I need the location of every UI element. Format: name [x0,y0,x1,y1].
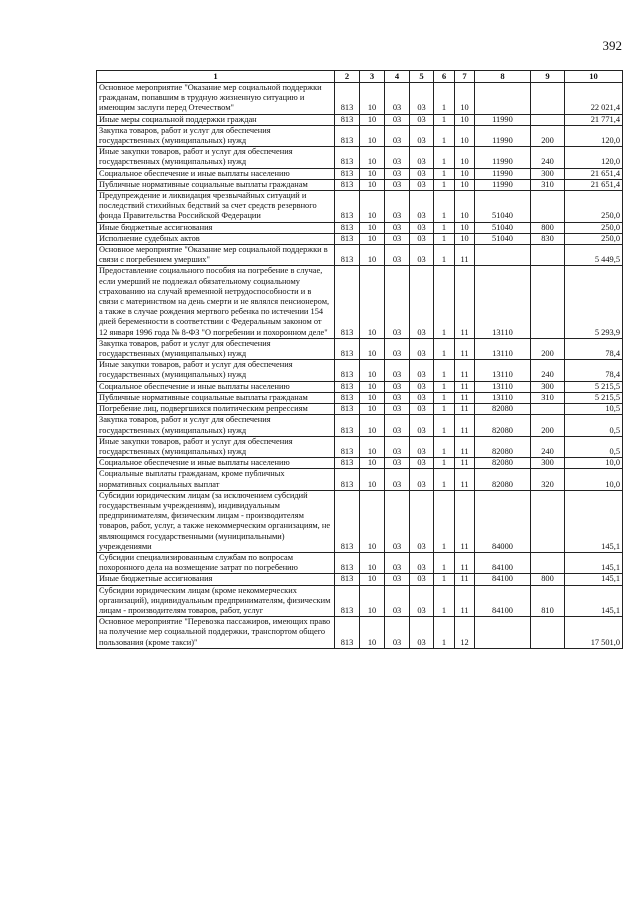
subprogram-code-cell: 1 [434,490,455,552]
table-row [97,490,623,552]
table-row [97,168,623,179]
section-code-cell: 10 [360,168,385,179]
table-row [97,147,623,168]
event-code-cell: 10 [455,83,475,115]
subprogram-code-cell: 1 [434,222,455,233]
subprogram-code-cell: 1 [434,147,455,168]
event-code-cell: 11 [455,436,475,457]
table-row [97,233,623,244]
table-row [97,245,623,266]
subsection-code-cell: 03 [385,233,410,244]
subsection-code-cell: 03 [385,381,410,392]
admin-code-cell: 813 [335,360,360,381]
expense-type-code-cell: 240 [531,147,565,168]
table-row [97,83,623,115]
event-code-cell: 10 [455,222,475,233]
table-row [97,222,623,233]
section-code-cell: 10 [360,179,385,190]
direction-code-cell [475,245,531,266]
event-code-cell: 10 [455,114,475,125]
table-row [97,585,623,617]
expense-type-code-cell: 310 [531,392,565,403]
row-name-cell: Основное мероприятие "Оказание мер социальной поддержки гражданам, попавшим в трудную жизненную ситуацию и имеющим заслуги перед Отечеством" [97,83,335,115]
expense-type-code-cell: 320 [531,469,565,490]
program-code-cell: 03 [410,168,434,179]
direction-code-cell: 13110 [475,392,531,403]
expense-type-code-cell [531,245,565,266]
program-code-cell: 03 [410,552,434,573]
subprogram-code-cell: 1 [434,125,455,146]
expense-type-code-cell: 800 [531,574,565,585]
expense-type-code-cell: 200 [531,125,565,146]
expense-type-code-cell: 200 [531,338,565,359]
admin-code-cell: 813 [335,266,360,338]
column-header-7: 7 [455,71,475,83]
subprogram-code-cell: 1 [434,168,455,179]
direction-code-cell: 82080 [475,415,531,436]
admin-code-cell: 813 [335,436,360,457]
table-row [97,381,623,392]
event-code-cell: 10 [455,179,475,190]
section-code-cell: 10 [360,415,385,436]
subprogram-code-cell: 1 [434,114,455,125]
program-code-cell: 03 [410,222,434,233]
expense-type-code-cell: 300 [531,168,565,179]
admin-code-cell: 813 [335,490,360,552]
amount-cell: 5 215,5 [565,392,623,403]
program-code-cell: 03 [410,233,434,244]
expense-type-code-cell [531,552,565,573]
amount-cell: 5 215,5 [565,381,623,392]
subsection-code-cell: 03 [385,415,410,436]
amount-cell: 21 651,4 [565,168,623,179]
program-code-cell: 03 [410,381,434,392]
table-row [97,266,623,338]
event-code-cell: 10 [455,147,475,168]
row-name-cell: Публичные нормативные социальные выплаты гражданам [97,179,335,190]
row-name-cell: Предоставление социального пособия на погребение в случае, если умерший не подлежал обязательному социальному страхованию на случай временной нетрудоспособности и в связи с материнством на день смерти и не являлся пенсионером, а также в случае рождения мертвого ребенка по истечении 154 дней беременности в соответствии с Федеральным законом от 12 января 1996 года № 8-ФЗ "О погребении и похоронном деле" [97,266,335,338]
table-row [97,469,623,490]
subprogram-code-cell: 1 [434,392,455,403]
amount-cell: 0,5 [565,415,623,436]
subprogram-code-cell: 1 [434,83,455,115]
amount-cell: 78,4 [565,338,623,359]
column-header-1: 1 [97,71,335,83]
expense-type-code-cell: 240 [531,436,565,457]
amount-cell: 145,1 [565,585,623,617]
event-code-cell: 11 [455,338,475,359]
amount-cell: 21 651,4 [565,179,623,190]
subprogram-code-cell: 1 [434,469,455,490]
expense-type-code-cell: 310 [531,179,565,190]
program-code-cell: 03 [410,114,434,125]
program-code-cell: 03 [410,436,434,457]
event-code-cell: 11 [455,360,475,381]
table-row [97,338,623,359]
direction-code-cell: 11990 [475,168,531,179]
event-code-cell: 11 [455,585,475,617]
expense-type-code-cell: 810 [531,585,565,617]
expense-type-code-cell [531,266,565,338]
subsection-code-cell: 03 [385,266,410,338]
direction-code-cell: 11990 [475,179,531,190]
section-code-cell: 10 [360,338,385,359]
table-row [97,392,623,403]
event-code-cell: 11 [455,415,475,436]
direction-code-cell [475,83,531,115]
direction-code-cell: 82080 [475,469,531,490]
direction-code-cell: 13110 [475,338,531,359]
row-name-cell: Закупка товаров, работ и услуг для обеспечения государственных (муниципальных) нужд [97,125,335,146]
row-name-cell: Иные закупки товаров, работ и услуг для обеспечения государственных (муниципальных) нужд [97,147,335,168]
row-name-cell: Закупка товаров, работ и услуг для обеспечения государственных (муниципальных) нужд [97,338,335,359]
row-name-cell: Иные закупки товаров, работ и услуг для обеспечения государственных (муниципальных) нужд [97,436,335,457]
program-code-cell: 03 [410,191,434,223]
column-header-2: 2 [335,71,360,83]
row-name-cell: Иные бюджетные ассигнования [97,222,335,233]
column-header-8: 8 [475,71,531,83]
row-name-cell: Основное мероприятие "Перевозка пассажиров, имеющих право на получение мер социальной поддержки, транспортом общего пользования (кроме такси)" [97,617,335,649]
table-row [97,617,623,649]
admin-code-cell: 813 [335,233,360,244]
amount-cell: 120,0 [565,147,623,168]
expense-type-code-cell: 200 [531,415,565,436]
event-code-cell: 11 [455,469,475,490]
direction-code-cell: 84100 [475,574,531,585]
subprogram-code-cell: 1 [434,617,455,649]
direction-code-cell: 84100 [475,552,531,573]
direction-code-cell: 51040 [475,233,531,244]
expense-type-code-cell: 300 [531,381,565,392]
section-code-cell: 10 [360,392,385,403]
table-row [97,191,623,223]
event-code-cell: 12 [455,617,475,649]
amount-cell: 10,0 [565,469,623,490]
subsection-code-cell: 03 [385,585,410,617]
row-name-cell: Иные закупки товаров, работ и услуг для обеспечения государственных (муниципальных) нужд [97,360,335,381]
program-code-cell: 03 [410,490,434,552]
section-code-cell: 10 [360,552,385,573]
table-row [97,360,623,381]
table-row [97,458,623,469]
row-name-cell: Исполнение судебных актов [97,233,335,244]
row-name-cell: Погребение лиц, подвергшихся политическим репрессиям [97,404,335,415]
column-header-10: 10 [565,71,623,83]
direction-code-cell: 82080 [475,404,531,415]
row-name-cell: Предупреждение и ликвидация чрезвычайных ситуаций и последствий стихийных бедствий за счет средств резервного фонда Правительства Российской Федерации [97,191,335,223]
event-code-cell: 11 [455,552,475,573]
subsection-code-cell: 03 [385,458,410,469]
section-code-cell: 10 [360,436,385,457]
row-name-cell: Иные бюджетные ассигнования [97,574,335,585]
page-number: 392 [602,38,622,53]
subsection-code-cell: 03 [385,338,410,359]
admin-code-cell: 813 [335,168,360,179]
table-row [97,574,623,585]
amount-cell: 22 021,4 [565,83,623,115]
amount-cell: 120,0 [565,125,623,146]
section-code-cell: 10 [360,574,385,585]
section-code-cell: 10 [360,458,385,469]
amount-cell: 17 501,0 [565,617,623,649]
subsection-code-cell: 03 [385,469,410,490]
amount-cell: 145,1 [565,574,623,585]
program-code-cell: 03 [410,179,434,190]
subprogram-code-cell: 1 [434,458,455,469]
table-row [97,179,623,190]
program-code-cell: 03 [410,266,434,338]
subprogram-code-cell: 1 [434,179,455,190]
admin-code-cell: 813 [335,415,360,436]
subsection-code-cell: 03 [385,392,410,403]
subsection-code-cell: 03 [385,245,410,266]
amount-cell: 78,4 [565,360,623,381]
event-code-cell: 11 [455,574,475,585]
amount-cell: 21 771,4 [565,114,623,125]
row-name-cell: Закупка товаров, работ и услуг для обеспечения государственных (муниципальных) нужд [97,415,335,436]
row-name-cell: Субсидии специализированным службам по вопросам похоронного дела на возмещение затрат по погребению [97,552,335,573]
program-code-cell: 03 [410,469,434,490]
expense-type-code-cell [531,114,565,125]
subsection-code-cell: 03 [385,191,410,223]
expense-type-code-cell: 800 [531,222,565,233]
section-code-cell: 10 [360,381,385,392]
amount-cell: 10,0 [565,458,623,469]
admin-code-cell: 813 [335,245,360,266]
admin-code-cell: 813 [335,404,360,415]
subsection-code-cell: 03 [385,179,410,190]
event-code-cell: 10 [455,125,475,146]
amount-cell: 145,1 [565,490,623,552]
budget-table [96,70,623,649]
expense-type-code-cell: 240 [531,360,565,381]
section-code-cell: 10 [360,585,385,617]
subsection-code-cell: 03 [385,552,410,573]
subsection-code-cell: 03 [385,436,410,457]
section-code-cell: 10 [360,404,385,415]
expense-type-code-cell [531,191,565,223]
column-header-4: 4 [385,71,410,83]
program-code-cell: 03 [410,147,434,168]
section-code-cell: 10 [360,125,385,146]
direction-code-cell: 84000 [475,490,531,552]
section-code-cell: 10 [360,469,385,490]
admin-code-cell: 813 [335,114,360,125]
program-code-cell: 03 [410,415,434,436]
direction-code-cell: 13110 [475,266,531,338]
event-code-cell: 11 [455,245,475,266]
event-code-cell: 11 [455,458,475,469]
program-code-cell: 03 [410,392,434,403]
column-header-9: 9 [531,71,565,83]
subprogram-code-cell: 1 [434,415,455,436]
table-row [97,415,623,436]
subprogram-code-cell: 1 [434,245,455,266]
event-code-cell: 11 [455,490,475,552]
direction-code-cell: 11990 [475,114,531,125]
row-name-cell: Социальное обеспечение и иные выплаты населению [97,381,335,392]
program-code-cell: 03 [410,360,434,381]
section-code-cell: 10 [360,83,385,115]
admin-code-cell: 813 [335,617,360,649]
amount-cell: 250,0 [565,191,623,223]
event-code-cell: 11 [455,404,475,415]
column-header-6: 6 [434,71,455,83]
admin-code-cell: 813 [335,585,360,617]
row-name-cell: Публичные нормативные социальные выплаты гражданам [97,392,335,403]
section-code-cell: 10 [360,245,385,266]
subsection-code-cell: 03 [385,490,410,552]
admin-code-cell: 813 [335,574,360,585]
admin-code-cell: 813 [335,381,360,392]
direction-code-cell: 11990 [475,147,531,168]
admin-code-cell: 813 [335,179,360,190]
direction-code-cell: 82080 [475,436,531,457]
subprogram-code-cell: 1 [434,338,455,359]
subsection-code-cell: 03 [385,404,410,415]
admin-code-cell: 813 [335,469,360,490]
amount-cell: 145,1 [565,552,623,573]
program-code-cell: 03 [410,458,434,469]
subprogram-code-cell: 1 [434,381,455,392]
table-row [97,125,623,146]
expense-type-code-cell [531,83,565,115]
admin-code-cell: 813 [335,83,360,115]
direction-code-cell: 13110 [475,381,531,392]
expense-type-code-cell: 830 [531,233,565,244]
section-code-cell: 10 [360,147,385,168]
subprogram-code-cell: 1 [434,191,455,223]
row-name-cell: Социальное обеспечение и иные выплаты населению [97,168,335,179]
section-code-cell: 10 [360,114,385,125]
table-header-row [97,71,623,83]
subprogram-code-cell: 1 [434,233,455,244]
section-code-cell: 10 [360,617,385,649]
subprogram-code-cell: 1 [434,585,455,617]
column-header-3: 3 [360,71,385,83]
event-code-cell: 10 [455,168,475,179]
direction-code-cell [475,617,531,649]
event-code-cell: 10 [455,191,475,223]
subsection-code-cell: 03 [385,147,410,168]
subprogram-code-cell: 1 [434,436,455,457]
admin-code-cell: 813 [335,552,360,573]
subprogram-code-cell: 1 [434,360,455,381]
admin-code-cell: 813 [335,147,360,168]
subsection-code-cell: 03 [385,222,410,233]
table-row [97,114,623,125]
subsection-code-cell: 03 [385,574,410,585]
subprogram-code-cell: 1 [434,404,455,415]
amount-cell: 10,5 [565,404,623,415]
admin-code-cell: 813 [335,222,360,233]
expense-type-code-cell [531,404,565,415]
amount-cell: 0,5 [565,436,623,457]
direction-code-cell: 51040 [475,191,531,223]
row-name-cell: Социальное обеспечение и иные выплаты населению [97,458,335,469]
section-code-cell: 10 [360,490,385,552]
direction-code-cell: 13110 [475,360,531,381]
amount-cell: 250,0 [565,233,623,244]
event-code-cell: 11 [455,392,475,403]
amount-cell: 250,0 [565,222,623,233]
section-code-cell: 10 [360,266,385,338]
program-code-cell: 03 [410,125,434,146]
admin-code-cell: 813 [335,392,360,403]
subsection-code-cell: 03 [385,617,410,649]
table-row [97,552,623,573]
program-code-cell: 03 [410,617,434,649]
event-code-cell: 11 [455,266,475,338]
section-code-cell: 10 [360,233,385,244]
table-row [97,404,623,415]
direction-code-cell: 51040 [475,222,531,233]
subsection-code-cell: 03 [385,83,410,115]
subprogram-code-cell: 1 [434,552,455,573]
admin-code-cell: 813 [335,338,360,359]
subprogram-code-cell: 1 [434,266,455,338]
row-name-cell: Основное мероприятие "Оказание мер социальной поддержки в связи с погребением умерших" [97,245,335,266]
direction-code-cell: 82080 [475,458,531,469]
admin-code-cell: 813 [335,191,360,223]
row-name-cell: Иные меры социальной поддержки граждан [97,114,335,125]
direction-code-cell: 84100 [475,585,531,617]
subsection-code-cell: 03 [385,168,410,179]
program-code-cell: 03 [410,574,434,585]
section-code-cell: 10 [360,360,385,381]
program-code-cell: 03 [410,83,434,115]
program-code-cell: 03 [410,338,434,359]
expense-type-code-cell [531,490,565,552]
row-name-cell: Социальные выплаты гражданам, кроме публичных нормативных социальных выплат [97,469,335,490]
program-code-cell: 03 [410,245,434,266]
row-name-cell: Субсидии юридическим лицам (кроме некоммерческих организаций), индивидуальным предпринимателям, физическим лицам - производителям товаров, работ, услуг [97,585,335,617]
event-code-cell: 11 [455,381,475,392]
direction-code-cell: 11990 [475,125,531,146]
subsection-code-cell: 03 [385,360,410,381]
event-code-cell: 10 [455,233,475,244]
admin-code-cell: 813 [335,125,360,146]
program-code-cell: 03 [410,585,434,617]
subsection-code-cell: 03 [385,125,410,146]
subprogram-code-cell: 1 [434,574,455,585]
program-code-cell: 03 [410,404,434,415]
table-row [97,436,623,457]
section-code-cell: 10 [360,191,385,223]
expense-type-code-cell [531,617,565,649]
row-name-cell: Субсидии юридическим лицам (за исключением субсидий государственным учреждениям), индивидуальным предпринимателям, физическим лицам - производителям товаров, работ, услуг, а также некоммерческим организациям, не являющимся государственными (муниципальными) учреждениями [97,490,335,552]
column-header-5: 5 [410,71,434,83]
expense-type-code-cell: 300 [531,458,565,469]
section-code-cell: 10 [360,222,385,233]
amount-cell: 5 293,9 [565,266,623,338]
admin-code-cell: 813 [335,458,360,469]
amount-cell: 5 449,5 [565,245,623,266]
subsection-code-cell: 03 [385,114,410,125]
